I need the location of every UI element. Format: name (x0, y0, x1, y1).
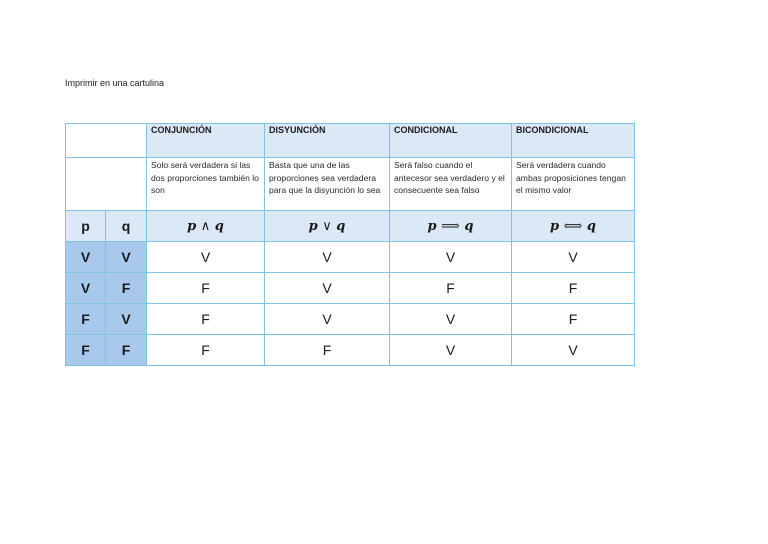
q-value: F (106, 335, 147, 366)
table-row (66, 242, 635, 273)
print-note: Imprimir en una cartulina (65, 78, 165, 88)
result-condicional: V (390, 335, 512, 366)
p-value: F (66, 335, 106, 366)
result-conjuncion: F (147, 335, 265, 366)
truth-table (65, 123, 635, 366)
formula-condicional: p ⟹ q (390, 211, 512, 242)
result-condicional: V (390, 242, 512, 273)
table-row (66, 304, 635, 335)
blank-description-cell (66, 158, 147, 211)
result-disyuncion: V (265, 304, 390, 335)
blank-header-cell (66, 124, 147, 158)
formula-row (66, 211, 635, 242)
result-bicondicional: F (512, 304, 635, 335)
result-conjuncion: F (147, 273, 265, 304)
description-disyuncion: Basta que una de las proporciones sea verdadera para que la disyunción lo sea (265, 158, 390, 211)
header-condicional: CONDICIONAL (390, 124, 512, 158)
formula-bicondicional: p ⟺ q (512, 211, 635, 242)
description-conjuncion: Solo será verdadera si las dos proporciones también lo son (147, 158, 265, 211)
result-bicondicional: V (512, 242, 635, 273)
header-conjuncion: CONJUNCIÓN (147, 124, 265, 158)
result-bicondicional: V (512, 335, 635, 366)
description-row (66, 158, 635, 211)
formula-disyuncion: p ∨ q (265, 211, 390, 242)
result-conjuncion: V (147, 242, 265, 273)
result-condicional: F (390, 273, 512, 304)
description-bicondicional: Será verdadera cuando ambas proposiciones tengan el mismo valor (512, 158, 635, 211)
formula-conjuncion: p ∧ q (147, 211, 265, 242)
result-bicondicional: F (512, 273, 635, 304)
q-value: V (106, 304, 147, 335)
result-disyuncion: F (265, 335, 390, 366)
q-column-header: q (106, 211, 147, 242)
result-disyuncion: V (265, 273, 390, 304)
result-condicional: V (390, 304, 512, 335)
q-value: F (106, 273, 147, 304)
p-value: V (66, 242, 106, 273)
p-value: V (66, 273, 106, 304)
header-bicondicional: BICONDICIONAL (512, 124, 635, 158)
result-conjuncion: F (147, 304, 265, 335)
connective-header-row (66, 124, 635, 158)
header-disyuncion: DISYUNCIÓN (265, 124, 390, 158)
result-disyuncion: V (265, 242, 390, 273)
q-value: V (106, 242, 147, 273)
table-row (66, 273, 635, 304)
p-column-header: p (66, 211, 106, 242)
table-row (66, 335, 635, 366)
p-value: F (66, 304, 106, 335)
description-condicional: Será falso cuando el antecesor sea verdadero y el consecuente sea falso (390, 158, 512, 211)
